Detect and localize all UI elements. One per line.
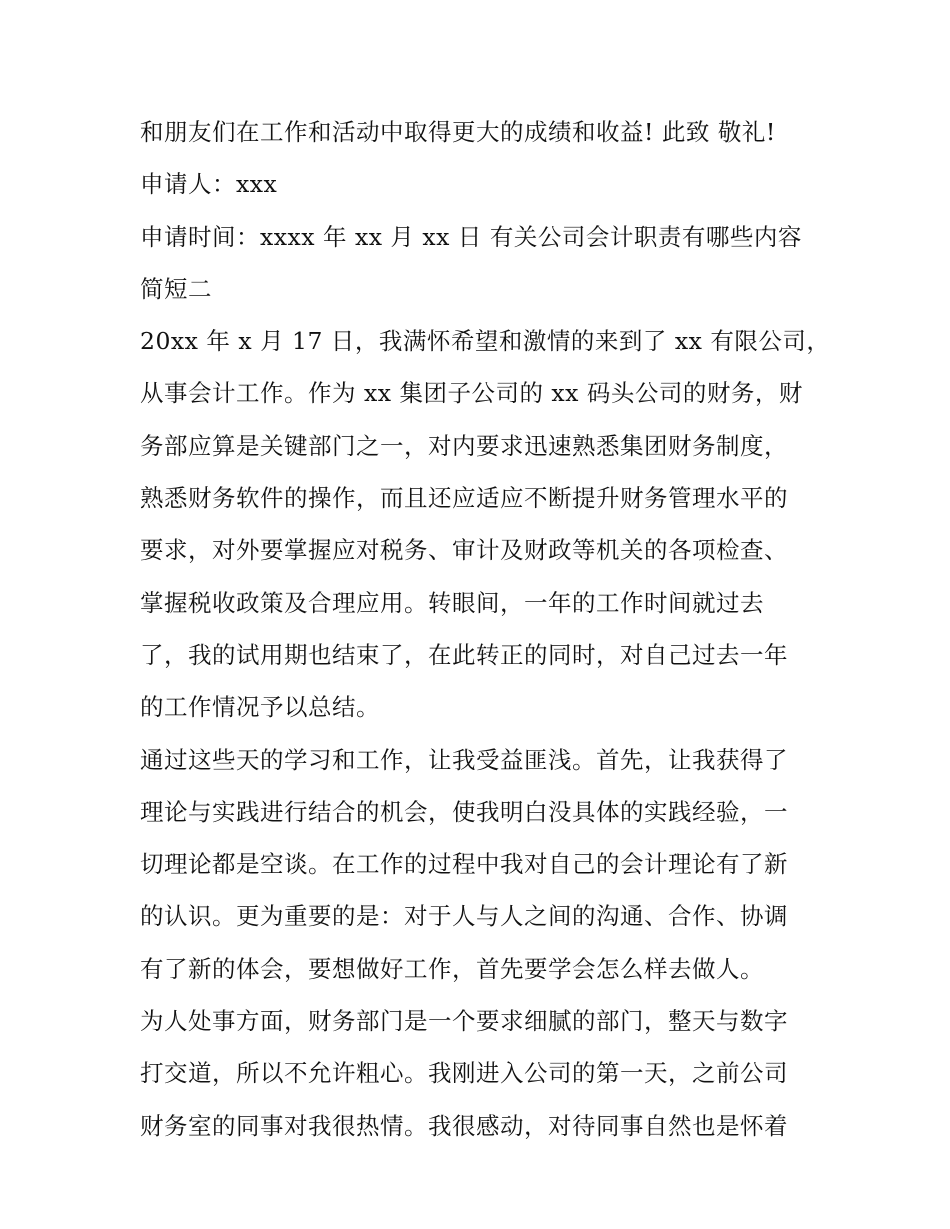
text-line: 要求，对外要掌握应对税务、审计及财政等机关的各项检查、 [140,536,788,565]
text-line: 务部应算是关键部门之一，对内要求迅速熟悉集团财务制度， [140,431,788,460]
body-text [140,106,831,1152]
application-date-line: 申请时间：xxxx 年 xx 月 xx 日 有关公司会计职责有哪些内容 [140,222,802,251]
text-line: 有了新的体会，要想做好工作，首先要学会怎么样去做人。 [140,954,764,983]
text-line: 从事会计工作。作为 xx 集团子公司的 xx 码头公司的财务，财 [140,379,803,408]
applicant-line: 申请人：xxx [140,170,278,199]
text-line: 打交道，所以不允许粗心。我刚进入公司的第一天，之前公司 [140,1059,788,1088]
text-line: 通过这些天的学习和工作，让我受益匪浅。首先，让我获得了 [140,745,788,774]
text-line: 的认识。更为重要的是：对于人与人之间的沟通、合作、协调 [140,902,788,931]
text-line: 理论与实践进行结合的机会，使我明白没具体的实践经验，一 [140,797,788,826]
text-line: 了，我的试用期也结束了，在此转正的同时，对自己过去一年 [140,640,788,669]
section-heading: 简短二 [140,274,212,303]
text-line: 和朋友们在工作和活动中取得更大的成绩和收益! 此致 敬礼! [140,118,776,146]
text-line: 为人处事方面，财务部门是一个要求细腻的部门，整天与数字 [140,1007,788,1036]
text-line: 财务室的同事对我很热情。我很感动，对待同事自然也是怀着 [140,1111,788,1140]
text-line: 掌握税收政策及合理应用。转眼间，一年的工作时间就过去 [140,588,764,617]
text-line: 切理论都是空谈。在工作的过程中我对自己的会计理论有了新 [140,850,788,879]
text-line: 的工作情况予以总结。 [140,693,380,722]
text-line: 熟悉财务软件的操作，而且还应适应不断提升财务管理水平的 [140,484,788,513]
text-line: 20xx 年 x 月 17 日，我满怀希望和激情的来到了 xx 有限公司， [140,327,831,356]
